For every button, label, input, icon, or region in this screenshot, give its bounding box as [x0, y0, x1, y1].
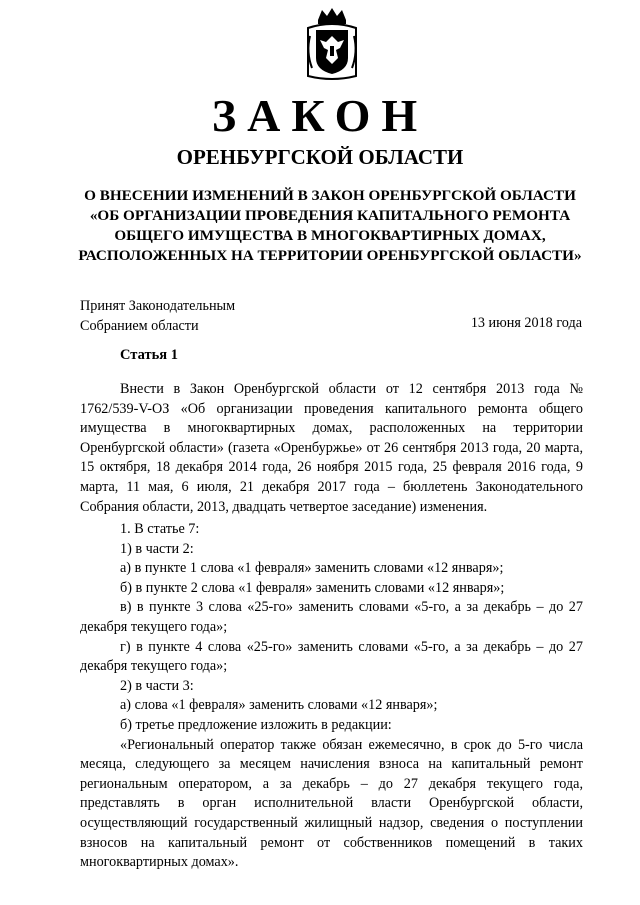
list-item: «Региональный оператор также обязан ежемесячно, в срок до 5-го числа месяца, следующего за месяцем начисления взноса на капитальный ремонт региональным оператором, а за декабрь – до 27 декабря текущего года, представлять в орган исполнительной власти Оренбургской области, осуществляющий государственный жилищный надзор, сведения о поступлении взносов на капитальный ремонт от собственников помещений в таких многоквартирных домах». — [80, 736, 583, 871]
intro-paragraph: Внести в Закон Оренбургской области от 12 сентября 2013 года № 1762/539-V-ОЗ «Об организации проведения капитального ремонта общего имущества в многоквартирных домах, расположенных на территории Оренбургской области» (газета «Оренбуржье» от 26 сентября 2013 года, 20 марта, 15 октября, 18 декабря 2014 года, 26 ноября 2015 года, 25 февраля 2016 года, 9 марта, 11 мая, 6 июля, 21 декабря 2017 года – бюллетень Законодательного Собрания области, 2013, двадцать четвертое заседание) изменения. — [80, 381, 583, 515]
list-item: 1. В статье 7: — [120, 521, 200, 537]
list-item: б) третье предложение изложить в редакции: — [120, 716, 392, 733]
document-title: ЗАКОН — [211, 90, 429, 141]
heading-line: «ОБ ОРГАНИЗАЦИИ ПРОВЕДЕНИЯ КАПИТАЛЬНОГО РЕМОНТА — [89, 207, 571, 224]
heading-line: ОБЩЕГО ИМУЩЕСТВА В МНОГОКВАРТИРНЫХ ДОМАХ, — [114, 227, 546, 244]
adopted-date: 13 июня 2018 года — [470, 315, 582, 331]
list-item: б) в пункте 2 слова «1 февраля» заменить словами «12 января»; — [120, 579, 505, 596]
list-item: г) в пункте 4 слова «25-го» заменить словами «5-го, а за декабрь – до 27 декабря текущего года»; — [80, 638, 583, 675]
list-item: а) слова «1 февраля» заменить словами «12 января»; — [120, 697, 438, 714]
coat-of-arms-icon — [304, 6, 360, 82]
adopted-line: Собранием области — [80, 318, 199, 334]
law-heading — [60, 186, 600, 266]
article-title: Статья 1 — [120, 347, 178, 363]
adopted-line: Принят Законодательным — [80, 298, 236, 314]
list-item: а) в пункте 1 слова «1 февраля» заменить словами «12 января»; — [120, 560, 504, 577]
list-item: в) в пункте 3 слова «25-го» заменить словами «5-го, а за декабрь – до 27 декабря текущего года»; — [80, 599, 583, 635]
region-title: ОРЕНБУРГСКОЙ ОБЛАСТИ — [176, 145, 464, 169]
heading-line: РАСПОЛОЖЕННЫХ НА ТЕРРИТОРИИ ОРЕНБУРГСКОЙ ОБЛАСТИ» — [78, 247, 582, 264]
heading-line: О ВНЕСЕНИИ ИЗМЕНЕНИЙ В ЗАКОН ОРЕНБУРГСКОЙ ОБЛАСТИ — [84, 187, 576, 204]
adopted-by — [80, 296, 235, 336]
amendment-list — [80, 520, 583, 873]
list-item: 2) в части 3: — [120, 677, 194, 694]
list-item: 1) в части 2: — [120, 540, 194, 557]
